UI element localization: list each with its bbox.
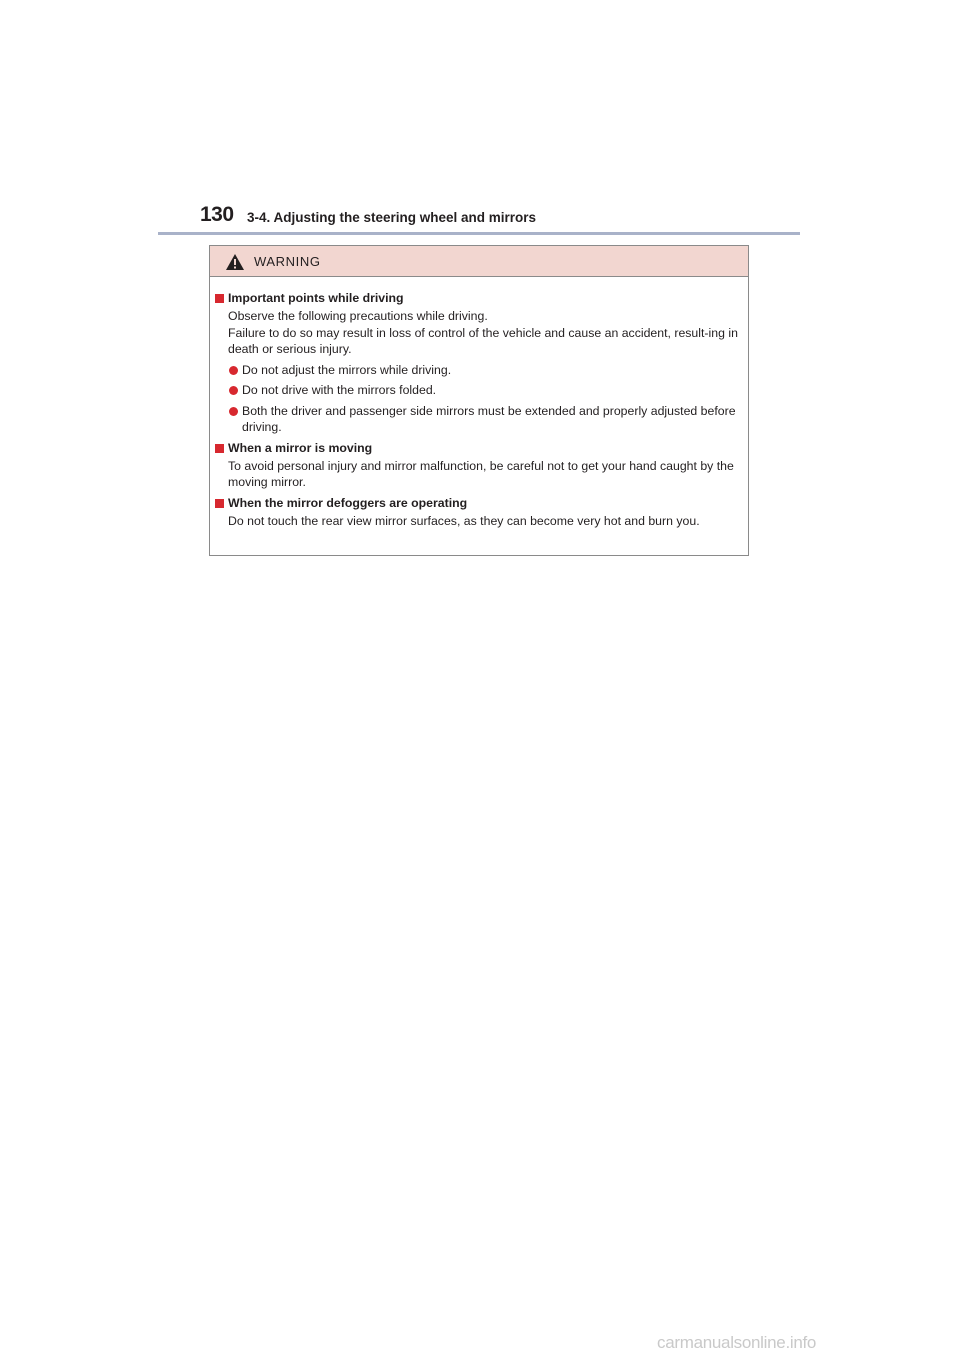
list-item — [210, 382, 740, 399]
topic-heading-text: When the mirror defoggers are operating — [228, 495, 468, 510]
round-bullet-icon — [229, 407, 238, 416]
paragraph-line: Do not touch the rear view mirror surfaces, as they can become very hot and burn you. — [228, 513, 700, 528]
page-header — [158, 202, 800, 232]
warning-triangle-icon — [225, 253, 245, 271]
paragraph — [210, 458, 740, 491]
square-bullet-icon — [215, 294, 224, 303]
round-bullet-icon — [229, 366, 238, 375]
list-item-text: Do not adjust the mirrors while driving. — [242, 362, 452, 377]
warning-box — [209, 245, 749, 556]
list-item-text: Do not drive with the mirrors folded. — [242, 383, 437, 397]
square-bullet-icon — [215, 499, 224, 508]
topic-heading — [210, 440, 740, 457]
list-item — [210, 362, 740, 379]
topic-heading — [210, 495, 740, 512]
round-bullet-icon — [229, 386, 238, 395]
paragraph — [210, 308, 740, 358]
paragraph-line: Observe the following precautions while driving. — [228, 309, 488, 323]
list-item-text: Both the driver and passenger side mirrors must be extended and properly adjusted before driving. — [242, 403, 736, 434]
paragraph-line: Failure to do so may result in loss of control of the vehicle and cause an accident, result-ing in death or serious injury. — [228, 325, 738, 356]
list-item — [210, 403, 740, 436]
paragraph — [210, 513, 740, 530]
square-bullet-icon — [215, 444, 224, 453]
warning-title: WARNING — [254, 254, 321, 269]
topic-heading-text: Important points while driving — [228, 291, 404, 305]
topic-heading-text: When a mirror is moving — [228, 440, 373, 455]
section-title: 3-4. Adjusting the steering wheel and mirrors — [247, 210, 537, 225]
watermark-logo: carmanualsonline.info — [657, 1333, 817, 1352]
header-rule — [158, 232, 800, 235]
page-number: 130 — [200, 203, 234, 226]
topic-heading — [210, 290, 740, 307]
warning-body — [210, 277, 748, 529]
paragraph-line: To avoid personal injury and mirror malfunction, be careful not to get your hand caught by the moving mirror. — [228, 458, 734, 489]
warning-header — [210, 246, 748, 277]
